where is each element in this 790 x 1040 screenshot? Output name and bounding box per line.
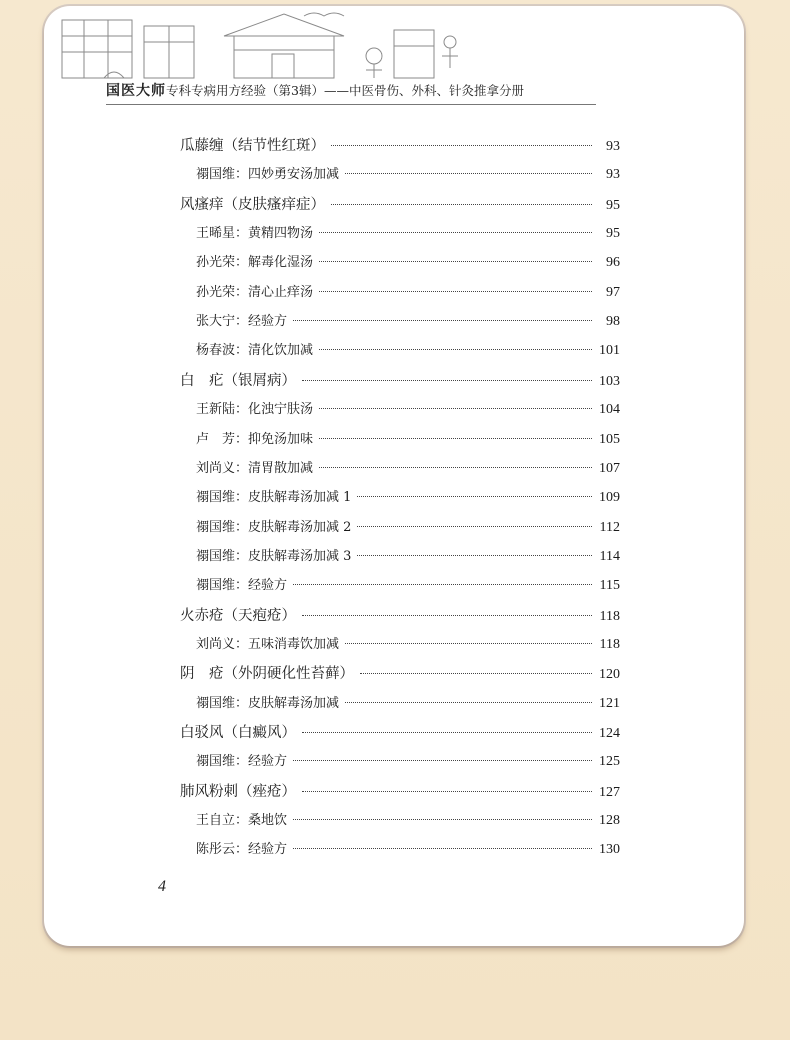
toc-entry-page: 93	[606, 139, 620, 154]
toc-entry-title: 风瘙痒（皮肤瘙痒症）	[180, 196, 325, 213]
toc-entry-page: 125	[599, 754, 620, 770]
dot-leader	[319, 467, 592, 468]
dot-leader	[357, 496, 592, 497]
toc-entry-page: 96	[606, 255, 620, 271]
toc-entry-title: 瓜藤缠（结节性红斑）	[180, 138, 325, 154]
dot-leader	[302, 615, 592, 616]
toc-entry-title: 禤国维：四妙勇安汤加减	[196, 167, 340, 183]
toc-entry-title: 王晞星：黄精四物汤	[196, 226, 314, 242]
toc-entry-page: 103	[599, 373, 620, 389]
toc-entry-page: 107	[599, 460, 620, 476]
dot-leader	[319, 291, 592, 292]
toc-chapter-entry[interactable]	[180, 193, 620, 215]
toc-prescription-entry[interactable]	[196, 838, 620, 860]
dot-leader	[319, 232, 592, 233]
toc-entry-title: 王自立：桑地饮	[196, 813, 288, 829]
toc-entry-page: 128	[599, 813, 620, 829]
toc-prescription-entry[interactable]	[196, 457, 620, 479]
toc-prescription-entry[interactable]	[196, 222, 620, 244]
toc-chapter-entry[interactable]	[180, 604, 620, 626]
toc-entry-title: 禤国维：皮肤解毒汤加减 2	[196, 519, 352, 535]
toc-entry-title: 白驳风（白癜风）	[180, 725, 296, 741]
toc-entry-page: 93	[606, 167, 620, 183]
toc-entry-page: 109	[599, 490, 620, 506]
toc-prescription-entry[interactable]	[196, 486, 620, 508]
dot-leader	[319, 408, 592, 409]
toc-prescription-entry[interactable]	[196, 750, 620, 772]
toc-prescription-entry[interactable]	[196, 398, 620, 420]
toc-entry-title: 禤国维：皮肤解毒汤加减 3	[196, 548, 352, 564]
toc-prescription-entry[interactable]	[196, 310, 620, 332]
toc-entry-page: 105	[599, 431, 620, 447]
toc-chapter-entry[interactable]	[180, 662, 620, 684]
dot-leader	[319, 261, 592, 262]
dot-leader	[293, 848, 592, 849]
toc-entry-page: 104	[599, 402, 620, 418]
toc-entry-page: 114	[599, 548, 620, 564]
dot-leader	[360, 673, 592, 674]
toc-entry-title: 禤国维：经验方	[196, 578, 288, 594]
toc-entry-title: 火赤疮（天疱疮）	[180, 607, 296, 624]
dot-leader	[293, 584, 592, 585]
dot-leader	[293, 819, 592, 820]
dot-leader	[345, 643, 592, 644]
toc-prescription-entry[interactable]	[196, 339, 620, 361]
toc-entry-page: 130	[599, 842, 620, 858]
page-number: 4	[158, 878, 166, 895]
toc-entry-title: 白 疕（银屑病）	[180, 372, 296, 389]
dot-leader	[345, 702, 592, 703]
toc-entry-title: 杨春波：清化饮加减	[196, 343, 314, 359]
toc-entry-title: 刘尚义：清胃散加减	[196, 460, 314, 476]
toc-entry-title: 禤国维：皮肤解毒汤加减 1	[196, 490, 352, 506]
toc-entry-title: 王新陆：化浊宁肤汤	[196, 402, 314, 418]
toc-prescription-entry[interactable]	[196, 633, 620, 655]
dot-leader	[293, 320, 592, 321]
toc-chapter-entry[interactable]	[180, 721, 620, 743]
toc-entry-page: 118	[599, 636, 620, 652]
header-illustration	[44, 6, 744, 86]
toc-entry-page: 120	[599, 667, 620, 683]
toc-entry-title: 卢 芳：抑免汤加味	[196, 431, 314, 447]
toc-chapter-entry[interactable]	[180, 780, 620, 802]
toc-entry-page: 112	[599, 519, 620, 535]
toc-entry-title: 张大宁：经验方	[196, 314, 288, 330]
dot-leader	[302, 791, 592, 792]
dot-leader	[293, 760, 592, 761]
toc-entry-page: 98	[606, 314, 620, 330]
running-header	[106, 80, 596, 105]
toc-entry-title: 陈彤云：经验方	[196, 842, 288, 858]
toc-entry-page: 118	[599, 608, 620, 624]
toc-prescription-entry[interactable]	[196, 428, 620, 450]
toc-entry-page: 101	[599, 343, 620, 359]
book-title: 专科专病用方经验（第3辑）——中医骨伤、外科、针灸推拿分册	[166, 83, 524, 98]
toc-entry-title: 孙光荣：解毒化湿汤	[196, 255, 314, 271]
toc-entry-title: 阴 疮（外阴硬化性苔藓）	[180, 666, 354, 683]
dot-leader	[357, 555, 592, 556]
dot-leader	[319, 438, 592, 439]
toc-entry-page: 95	[606, 226, 620, 242]
toc-entry-title: 禤国维：经验方	[196, 754, 288, 770]
toc-prescription-entry[interactable]	[196, 692, 620, 714]
toc-prescription-entry[interactable]	[196, 163, 620, 185]
dot-leader	[331, 145, 592, 146]
toc-entry-title: 肺风粉刺（痤疮）	[180, 783, 296, 800]
toc-prescription-entry[interactable]	[196, 809, 620, 831]
dot-leader	[302, 732, 592, 733]
toc-prescription-entry[interactable]	[196, 516, 620, 538]
dot-leader	[302, 380, 592, 381]
toc-entry-page: 121	[599, 695, 620, 711]
toc-entry-title: 刘尚义：五味消毒饮加减	[196, 636, 340, 652]
toc-entry-title: 孙光荣：清心止痒汤	[196, 284, 314, 300]
dot-leader	[331, 204, 592, 205]
toc-prescription-entry[interactable]	[196, 574, 620, 596]
toc-chapter-entry[interactable]	[180, 369, 620, 391]
dot-leader	[319, 349, 592, 350]
toc-prescription-entry[interactable]	[196, 281, 620, 303]
toc-entry-page: 115	[599, 578, 620, 594]
toc-entry-title: 禤国维：皮肤解毒汤加减	[196, 695, 340, 711]
toc-entry-page: 124	[599, 726, 620, 741]
toc-prescription-entry[interactable]	[196, 251, 620, 273]
toc-entry-page: 95	[606, 197, 620, 213]
series-brand: 国医大师	[106, 83, 166, 99]
toc-prescription-entry[interactable]	[196, 545, 620, 567]
toc-entry-page: 97	[606, 284, 620, 300]
dot-leader	[345, 173, 592, 174]
toc-chapter-entry[interactable]	[180, 134, 620, 156]
toc-entry-page: 127	[599, 784, 620, 800]
dot-leader	[357, 526, 592, 527]
book-page	[44, 6, 744, 946]
